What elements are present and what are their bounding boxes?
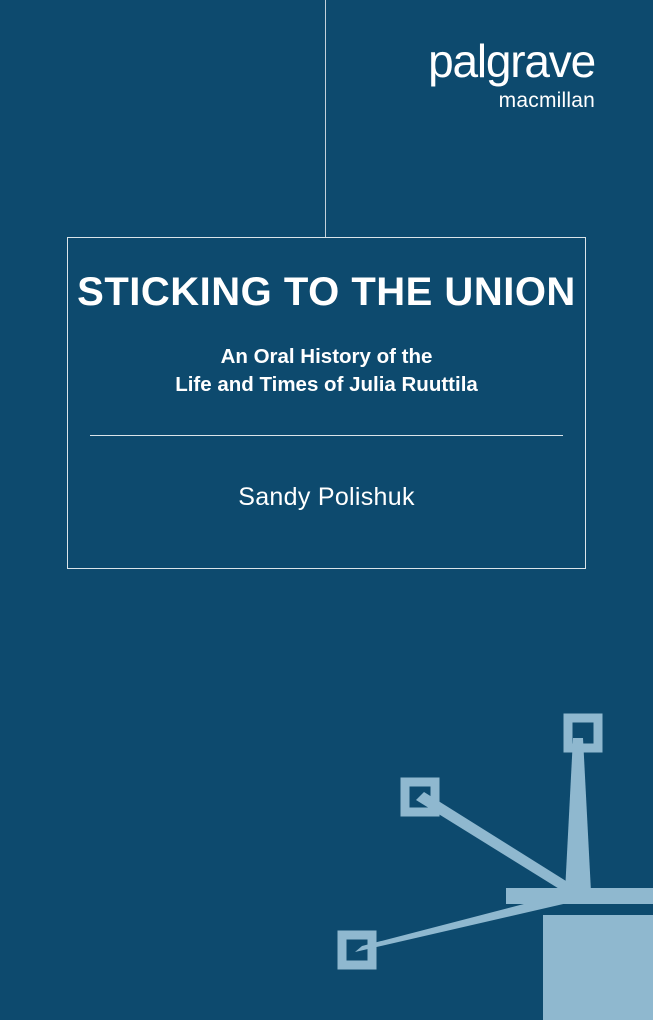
publisher-logo	[428, 35, 595, 112]
publisher-name: palgrave	[428, 35, 595, 87]
book-subtitle	[68, 343, 585, 398]
book-subtitle-line-2: Life and Times of Julia Ruuttila	[175, 372, 478, 396]
title-frame	[67, 237, 586, 569]
abstract-antenna-graphic	[320, 700, 653, 1020]
publisher-imprint: macmillan	[498, 89, 595, 112]
title-divider	[90, 435, 563, 436]
book-title: STICKING TO THE UNION	[77, 270, 576, 314]
book-author: Sandy Polishuk	[238, 483, 415, 511]
book-subtitle-line-1: An Oral History of the	[220, 345, 433, 368]
vertical-rule-decoration	[325, 0, 326, 237]
